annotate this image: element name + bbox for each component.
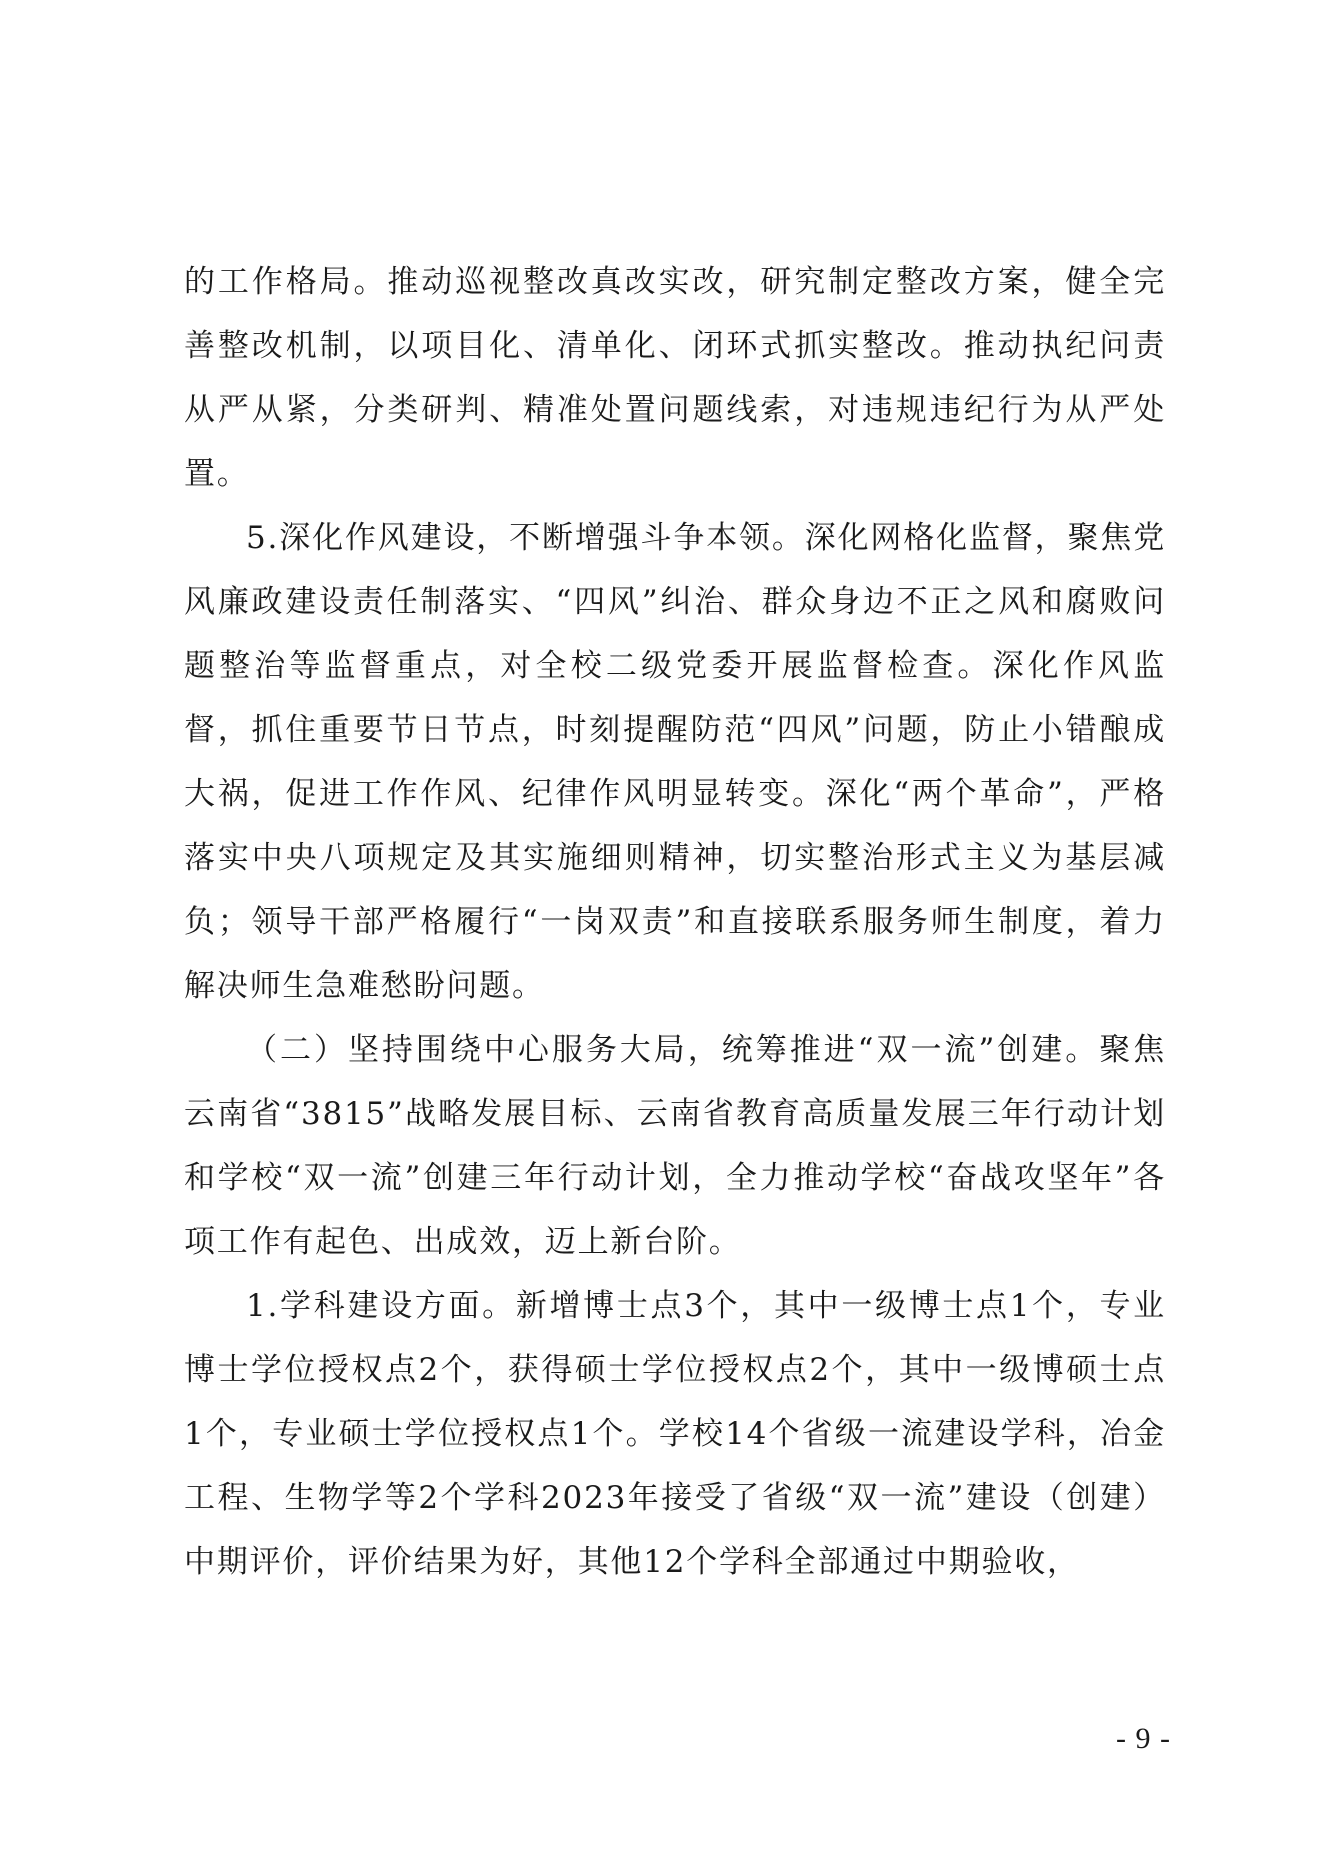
document-body: [184, 250, 1166, 1594]
paragraph-section-two-heading: （二）坚持围绕中心服务大局，统筹推进“双一流”创建。聚焦云南省“3815”战略发展目标、云南省教育高质量发展三年行动计划和学校“双一流”创建三年行动计划，全力推动学校“奋战攻坚年”各项工作有起色、出成效，迈上新台阶。: [184, 1032, 1166, 1260]
paragraph-discipline-construction: 1.学科建设方面。新增博士点3个，其中一级博士点1个，专业博士学位授权点2个，获得硕士学位授权点2个，其中一级博硕士点1个，专业硕士学位授权点1个。学校14个省级一流建设学科，冶金工程、生物学等2个学科2023年接受了省级“双一流”建设（创建）中期评价，评价结果为好，其他12个学科全部通过中期验收，: [184, 1288, 1166, 1580]
paragraph-continuation: 的工作格局。推动巡视整改真改实改，研究制定整改方案，健全完善整改机制，以项目化、清单化、闭环式抓实整改。推动执纪问责从严从紧，分类研判、精准处置问题线索，对违规违纪行为从严处置。: [184, 264, 1166, 492]
paragraph-work-style: 5.深化作风建设，不断增强斗争本领。深化网格化监督，聚焦党风廉政建设责任制落实、“四风”纠治、群众身边不正之风和腐败问题整治等监督重点，对全校二级党委开展监督检查。深化作风监督，抓住重要节日节点，时刻提醒防范“四风”问题，防止小错酿成大祸，促进工作作风、纪律作风明显转变。深化“两个革命”，严格落实中央八项规定及其实施细则精神，切实整治形式主义为基层减负；领导干部严格履行“一岗双责”和直接联系服务师生制度，着力解决师生急难愁盼问题。: [184, 520, 1166, 1004]
page-number: - 9 -: [1116, 1722, 1171, 1755]
